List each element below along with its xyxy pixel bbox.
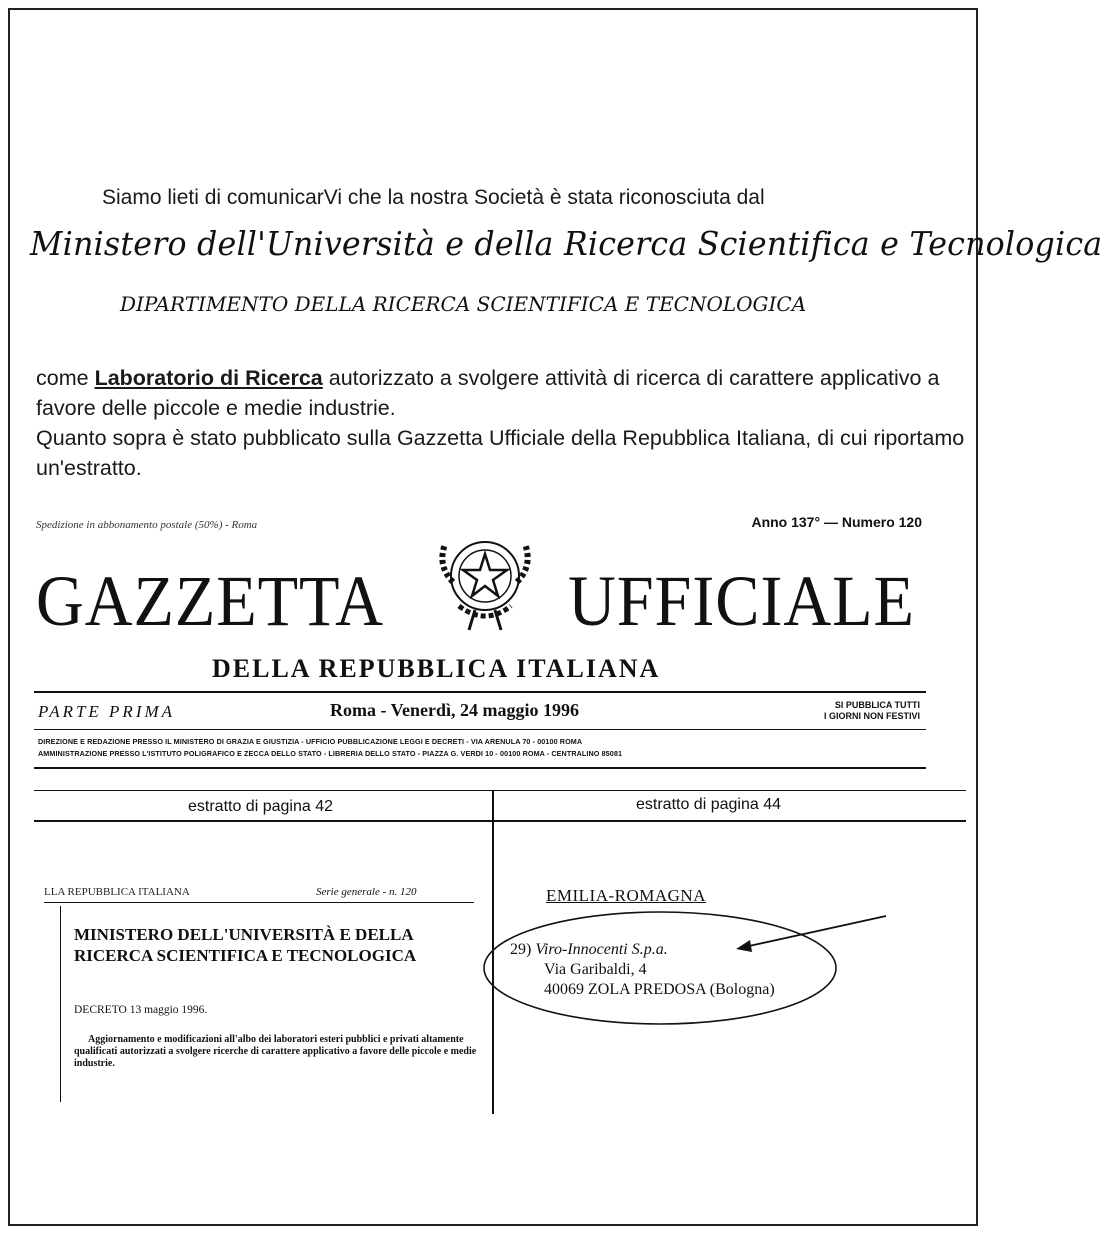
intro-text: Siamo lieti di comunicarVi che la nostra Società è stata riconosciuta dal — [102, 186, 765, 209]
department-title: DIPARTIMENTO DELLA RICERCA SCIENTIFICA E TECNOLOGICA — [120, 292, 807, 316]
gazzetta-title-left: GAZZETTA — [36, 561, 384, 641]
page42-ministry-line2: RICERCA SCIENTIFICA E TECNOLOGICA — [74, 946, 417, 965]
extract-left-heading: estratto di pagina 42 — [188, 798, 333, 815]
page44-entry-number: 29) — [510, 941, 532, 958]
gazzetta-shipping-note: Spedizione in abbonamento postale (50%) - Roma — [36, 519, 258, 531]
italian-emblem-icon — [423, 526, 547, 636]
gazzetta-address-line2: AMMINISTRAZIONE PRESSO L'ISTITUTO POLIGRAFICO E ZECCA DELLO STATO - LIBRERIA DELLO STATO - PIAZZA G. VERDI 10 - 00100 ROMA - CENTRALINO 85081 — [38, 749, 623, 758]
gazzetta-pubblica-line2: I GIORNI NON FESTIVI — [823, 711, 920, 721]
page42-decreto: DECRETO 13 maggio 1996. — [74, 1004, 208, 1016]
masthead-rule-top — [34, 691, 926, 693]
gazzetta-issue-number: Anno 137° — Numero 120 — [751, 514, 922, 530]
extract-rule-heading — [34, 820, 966, 822]
page42-running-header: LLA REPUBBLICA ITALIANA — [44, 886, 190, 898]
body-paragraph — [36, 363, 966, 483]
page44-city: 40069 ZOLA PREDOSA (Bologna) — [544, 981, 775, 998]
page42-ministry-line1: MINISTERO DELL'UNIVERSITÀ E DELLA — [74, 925, 414, 944]
body-line1-rest: autorizzato a svolgere attività di ricerca di carattere applicativo a favore delle piccole e medie industrie. — [36, 366, 940, 420]
page44-region-label: EMILIA-ROMAGNA — [546, 886, 706, 905]
page44-street: Via Garibaldi, 4 — [544, 961, 647, 978]
extract-column-divider — [492, 790, 494, 1114]
extract-right-heading: estratto di pagina 44 — [636, 796, 781, 813]
page42-serie: Serie generale - n. 120 — [316, 886, 417, 898]
body-line2: Quanto sopra è stato pubblicato sulla Gazzetta Ufficiale della Repubblica Italiana, di cui riportamo un'estratto. — [36, 426, 965, 480]
ministry-script-title: Ministero dell'Università e della Ricerca Scientifica e Tecnologica — [30, 224, 1102, 263]
page44-region — [546, 886, 706, 906]
masthead-rule-middle — [34, 729, 926, 730]
gazzetta-title-right: UFFICIALE — [568, 561, 915, 641]
gazzetta-publication-note — [824, 700, 920, 722]
gazzetta-subtitle: DELLA REPUBBLICA ITALIANA — [212, 654, 661, 683]
laboratory-label: Laboratorio di Ricerca — [94, 366, 323, 390]
masthead-rule-bottom — [34, 767, 926, 769]
page42-ministry-title — [74, 924, 416, 966]
gazzetta-date: Roma - Venerdì, 24 maggio 1996 — [330, 700, 579, 720]
page44-entry — [510, 940, 775, 1000]
page42-left-margin-rule — [60, 906, 61, 1102]
gazzetta-pubblica-line1: SI PUBBLICA TUTTI — [834, 700, 920, 710]
body-prefix: come — [36, 366, 89, 390]
page42-description: Aggiornamento e modificazioni all'albo dei laboratori esteri pubblici e privati altamente qualificati autorizzati a svolgere ricerche di carattere applicativo a favore delle piccole e medie industrie. — [74, 1034, 477, 1069]
page44-company-name: Viro-Innocenti S.p.a. — [535, 941, 668, 958]
document-page — [8, 8, 1102, 1226]
gazzetta-parte: PARTE PRIMA — [38, 702, 176, 721]
gazzetta-address — [38, 736, 622, 760]
extract-rule-top — [34, 790, 966, 791]
page42-header-rule — [44, 902, 474, 903]
gazzetta-address-line1: DIREZIONE E REDAZIONE PRESSO IL MINISTERO DI GRAZIA E GIUSTIZIA - UFFICIO PUBBLICAZIONE LEGGI E DECRETI - VIA ARENULA 70 - 00100 ROMA — [38, 737, 583, 746]
